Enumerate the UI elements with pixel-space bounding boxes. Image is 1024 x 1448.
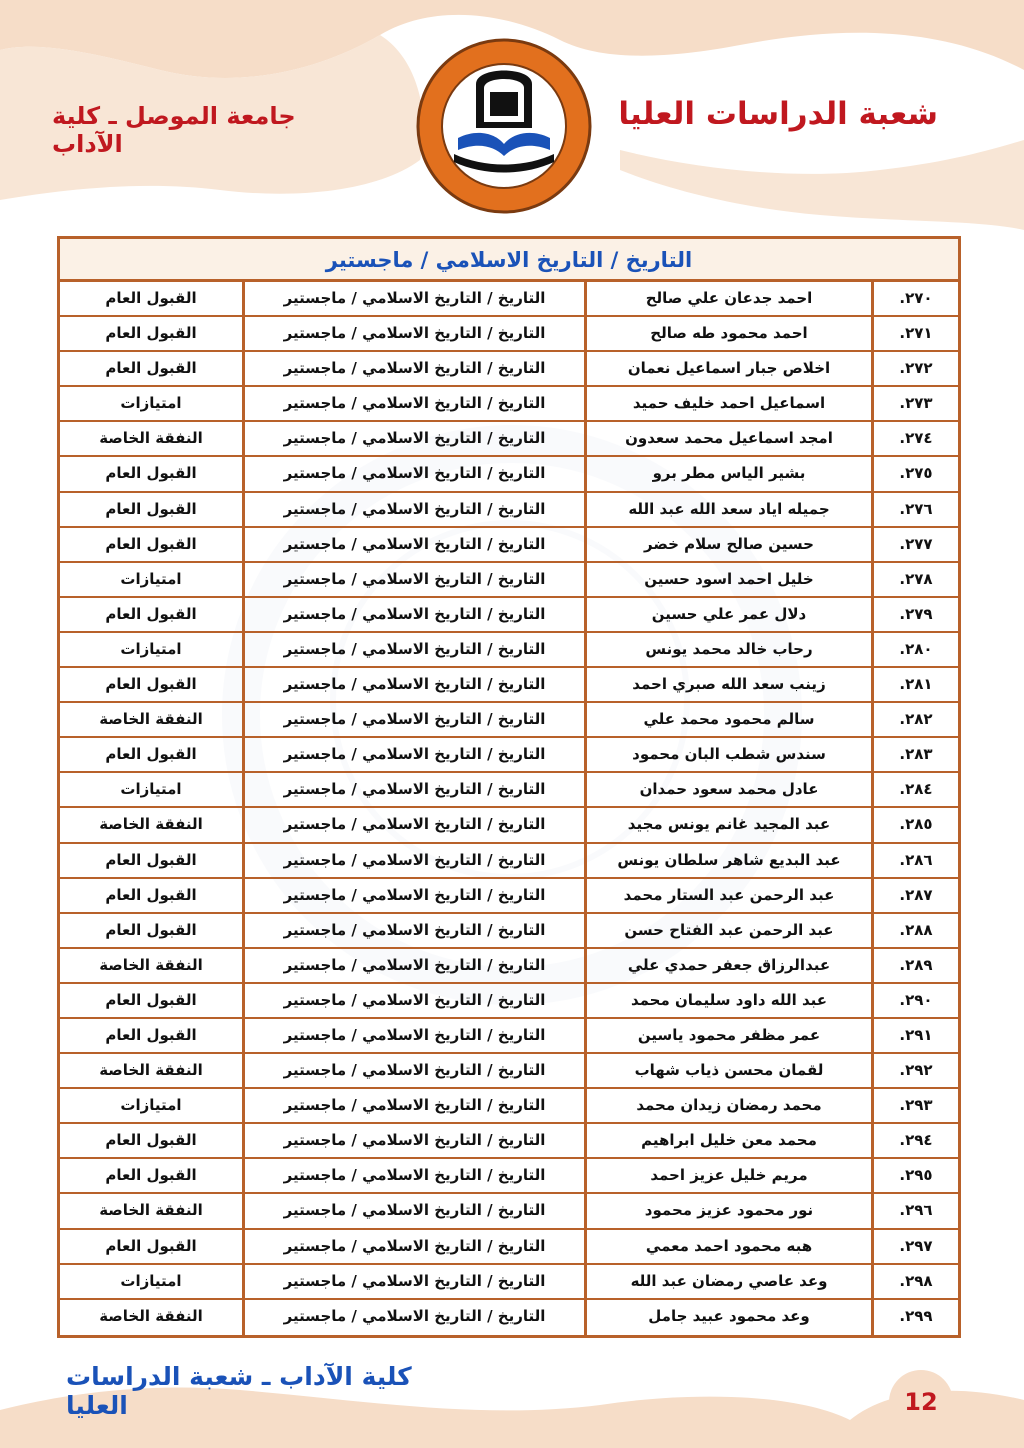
- table-row: [60, 1230, 958, 1265]
- admission-type: امتيازات: [120, 394, 182, 413]
- row-number: ٢٩٥.: [871, 1159, 958, 1192]
- student-name: عبد الرحمن عبد الستار محمد: [584, 879, 871, 912]
- row-number: ٢٧٦.: [871, 493, 958, 526]
- student-name: اسماعيل احمد خليف حميد: [584, 387, 871, 420]
- program-name: التاريخ / التاريخ الاسلامي / ماجستير: [242, 668, 584, 701]
- row-number: ٢٨٤.: [871, 773, 958, 806]
- admission-type: امتيازات: [120, 1271, 182, 1290]
- table-row: [60, 703, 958, 738]
- table-row: [60, 844, 958, 879]
- student-name: سندس شطب البان محمود: [584, 738, 871, 771]
- table-row: [60, 984, 958, 1019]
- student-name: احمد جدعان علي صالح: [584, 282, 871, 315]
- student-name: امجد اسماعيل محمد سعدون: [584, 422, 871, 455]
- table-row: [60, 914, 958, 949]
- table-row: [60, 949, 958, 984]
- program-name: التاريخ / التاريخ الاسلامي / ماجستير: [242, 703, 584, 736]
- table-row: [60, 563, 958, 598]
- table-row: [60, 387, 958, 422]
- row-number: ٢٧٥.: [871, 457, 958, 490]
- student-name: عادل محمد سعود حمدان: [584, 773, 871, 806]
- program-name: التاريخ / التاريخ الاسلامي / ماجستير: [242, 879, 584, 912]
- admission-type: النفقة الخاصة: [99, 429, 203, 448]
- table-row: [60, 1300, 958, 1335]
- table-row: [60, 422, 958, 457]
- program-name: التاريخ / التاريخ الاسلامي / ماجستير: [242, 984, 584, 1017]
- row-number: ٢٨٦.: [871, 844, 958, 877]
- program-name: التاريخ / التاريخ الاسلامي / ماجستير: [242, 844, 584, 877]
- program-name: التاريخ / التاريخ الاسلامي / ماجستير: [242, 633, 584, 666]
- program-name: التاريخ / التاريخ الاسلامي / ماجستير: [242, 1230, 584, 1263]
- program-name: التاريخ / التاريخ الاسلامي / ماجستير: [242, 387, 584, 420]
- department-title: شعبة الدراسات العليا: [618, 96, 938, 132]
- program-name: التاريخ / التاريخ الاسلامي / ماجستير: [242, 914, 584, 947]
- program-name: التاريخ / التاريخ الاسلامي / ماجستير: [242, 493, 584, 526]
- table-row: [60, 1019, 958, 1054]
- table-title: التاريخ / التاريخ الاسلامي / ماجستير: [60, 239, 958, 282]
- admission-type: القبول العام: [105, 675, 197, 694]
- admission-type: القبول العام: [105, 289, 197, 307]
- program-name: التاريخ / التاريخ الاسلامي / ماجستير: [242, 1089, 584, 1122]
- student-name: عبد الرحمن عبد الفتاح حسن: [584, 914, 871, 947]
- table-row: [60, 1194, 958, 1229]
- table-row: [60, 668, 958, 703]
- row-number: ٢٩١.: [871, 1019, 958, 1052]
- row-number: ٢٧٣.: [871, 387, 958, 420]
- table-row: [60, 282, 958, 317]
- program-name: التاريخ / التاريخ الاسلامي / ماجستير: [242, 738, 584, 771]
- table-row: [60, 633, 958, 668]
- table-row: [60, 493, 958, 528]
- program-name: التاريخ / التاريخ الاسلامي / ماجستير: [242, 563, 584, 596]
- student-name: هبه محمود احمد معمي: [584, 1230, 871, 1263]
- table-row: [60, 1054, 958, 1089]
- admission-type: النفقة الخاصة: [99, 1201, 203, 1220]
- row-number: ٢٨٣.: [871, 738, 958, 771]
- row-number: ٢٧٤.: [871, 422, 958, 455]
- student-name: عبد المجيد غانم يونس مجيد: [584, 808, 871, 841]
- row-number: ٢٨٥.: [871, 808, 958, 841]
- student-name: عبد البديع شاهر سلطان يونس: [584, 844, 871, 877]
- admission-type: امتيازات: [120, 1096, 182, 1115]
- program-name: التاريخ / التاريخ الاسلامي / ماجستير: [242, 1194, 584, 1227]
- table-row: [60, 738, 958, 773]
- admission-type: النفقة الخاصة: [99, 815, 203, 834]
- table-row: [60, 879, 958, 914]
- student-name: عمر مظفر محمود ياسين: [584, 1019, 871, 1052]
- program-name: التاريخ / التاريخ الاسلامي / ماجستير: [242, 282, 584, 315]
- program-name: التاريخ / التاريخ الاسلامي / ماجستير: [242, 598, 584, 631]
- student-name: سالم محمود محمد علي: [584, 703, 871, 736]
- table-row: [60, 808, 958, 843]
- row-number: ٢٧٩.: [871, 598, 958, 631]
- table-row: [60, 1124, 958, 1159]
- row-number: ٢٧٨.: [871, 563, 958, 596]
- program-name: التاريخ / التاريخ الاسلامي / ماجستير: [242, 1019, 584, 1052]
- admission-type: القبول العام: [105, 1166, 197, 1185]
- page-number-badge: 12: [889, 1370, 953, 1434]
- admission-type: القبول العام: [105, 324, 197, 343]
- program-name: التاريخ / التاريخ الاسلامي / ماجستير: [242, 773, 584, 806]
- student-name: بشير الياس مطر برو: [584, 457, 871, 490]
- row-number: ٢٨٠.: [871, 633, 958, 666]
- student-name: عبد الله داود سليمان محمد: [584, 984, 871, 1017]
- program-name: التاريخ / التاريخ الاسلامي / ماجستير: [242, 1124, 584, 1157]
- table-row: [60, 1265, 958, 1300]
- admission-type: امتيازات: [120, 639, 182, 658]
- row-number: ٢٧١.: [871, 317, 958, 350]
- admission-type: القبول العام: [105, 1236, 197, 1255]
- table-row: [60, 457, 958, 492]
- student-name: محمد معن خليل ابراهيم: [584, 1124, 871, 1157]
- student-name: زينب سعد الله صبري احمد: [584, 668, 871, 701]
- table-row: [60, 528, 958, 563]
- student-name: خليل احمد اسود حسين: [584, 563, 871, 596]
- table-row: [60, 598, 958, 633]
- row-number: ٢٨٨.: [871, 914, 958, 947]
- admission-type: القبول العام: [105, 990, 197, 1009]
- admission-type: النفقة الخاصة: [99, 710, 203, 729]
- program-name: التاريخ / التاريخ الاسلامي / ماجستير: [242, 317, 584, 350]
- program-name: التاريخ / التاريخ الاسلامي / ماجستير: [242, 1054, 584, 1087]
- program-name: التاريخ / التاريخ الاسلامي / ماجستير: [242, 1300, 584, 1335]
- university-title: جامعة الموصل ـ كلية الآداب: [52, 102, 296, 158]
- student-name: لقمان محسن ذياب شهاب: [584, 1054, 871, 1087]
- admission-type: القبول العام: [105, 1025, 197, 1044]
- row-number: ٢٩٨.: [871, 1265, 958, 1298]
- student-name: رحاب خالد محمد يونس: [584, 633, 871, 666]
- row-number: ٢٩٦.: [871, 1194, 958, 1227]
- program-name: التاريخ / التاريخ الاسلامي / ماجستير: [242, 457, 584, 490]
- admission-type: النفقة الخاصة: [99, 1061, 203, 1080]
- admission-type: القبول العام: [105, 359, 197, 378]
- student-name: عبدالرزاق جعفر حمدي علي: [584, 949, 871, 982]
- admission-type: القبول العام: [105, 885, 197, 904]
- admission-type: النفقة الخاصة: [99, 1306, 203, 1325]
- student-name: دلال عمر علي حسين: [584, 598, 871, 631]
- table-row: [60, 1089, 958, 1124]
- admission-type: القبول العام: [105, 745, 197, 764]
- program-name: التاريخ / التاريخ الاسلامي / ماجستير: [242, 1265, 584, 1298]
- row-number: ٢٨٩.: [871, 949, 958, 982]
- admissions-table: [57, 236, 961, 1338]
- row-number: ٢٨٧.: [871, 879, 958, 912]
- university-logo-icon: [414, 36, 594, 216]
- student-name: وعد محمود عبيد جامل: [584, 1300, 871, 1335]
- program-name: التاريخ / التاريخ الاسلامي / ماجستير: [242, 1159, 584, 1192]
- row-number: ٢٨٢.: [871, 703, 958, 736]
- row-number: ٢٧٠.: [871, 282, 958, 315]
- row-number: ٢٩٩.: [871, 1300, 958, 1335]
- row-number: ٢٩٧.: [871, 1230, 958, 1263]
- program-name: التاريخ / التاريخ الاسلامي / ماجستير: [242, 528, 584, 561]
- student-name: وعد عاصي رمضان عبد الله: [584, 1265, 871, 1298]
- admission-type: القبول العام: [105, 920, 197, 939]
- admission-type: القبول العام: [105, 850, 197, 869]
- table-row: [60, 773, 958, 808]
- student-name: نور محمود عزيز محمود: [584, 1194, 871, 1227]
- row-number: ٢٩٠.: [871, 984, 958, 1017]
- row-number: ٢٨١.: [871, 668, 958, 701]
- admission-type: امتيازات: [120, 780, 182, 799]
- admission-type: امتيازات: [120, 569, 182, 588]
- footer-text: كلية الآداب ـ شعبة الدراسات العليا: [66, 1362, 412, 1420]
- table-row: [60, 352, 958, 387]
- program-name: التاريخ / التاريخ الاسلامي / ماجستير: [242, 949, 584, 982]
- admission-type: القبول العام: [105, 534, 197, 553]
- admission-type: النفقة الخاصة: [99, 955, 203, 974]
- row-number: ٢٩٤.: [871, 1124, 958, 1157]
- program-name: التاريخ / التاريخ الاسلامي / ماجستير: [242, 808, 584, 841]
- student-name: حسين صالح سلام خضر: [584, 528, 871, 561]
- admission-type: القبول العام: [105, 499, 197, 518]
- admission-type: القبول العام: [105, 464, 197, 483]
- student-name: احمد محمود طه صالح: [584, 317, 871, 350]
- student-name: محمد رمضان زيدان محمد: [584, 1089, 871, 1122]
- table-body: [60, 282, 958, 1335]
- program-name: التاريخ / التاريخ الاسلامي / ماجستير: [242, 352, 584, 385]
- admission-type: القبول العام: [105, 604, 197, 623]
- student-name: اخلاص جبار اسماعيل نعمان: [584, 352, 871, 385]
- student-name: مريم خليل عزيز احمد: [584, 1159, 871, 1192]
- row-number: ٢٧٧.: [871, 528, 958, 561]
- table-row: [60, 1159, 958, 1194]
- row-number: ٢٩٢.: [871, 1054, 958, 1087]
- student-name: جميله اياد سعد الله عبد الله: [584, 493, 871, 526]
- table-row: [60, 317, 958, 352]
- row-number: ٢٧٢.: [871, 352, 958, 385]
- row-number: ٢٩٣.: [871, 1089, 958, 1122]
- admission-type: القبول العام: [105, 1131, 197, 1150]
- program-name: التاريخ / التاريخ الاسلامي / ماجستير: [242, 422, 584, 455]
